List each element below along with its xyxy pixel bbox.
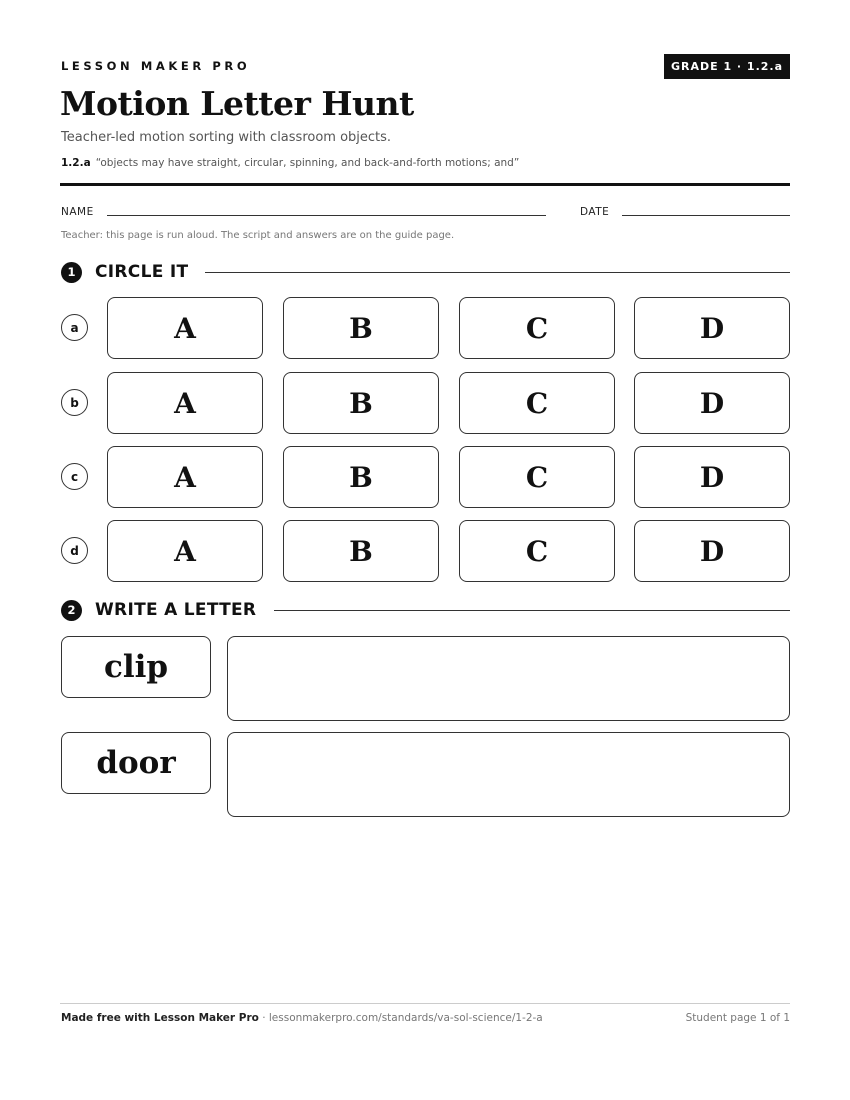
choice-box[interactable]: D	[634, 520, 790, 582]
choice-box[interactable]: A	[107, 372, 263, 434]
footer-url[interactable]: · lessonmakerpro.com/standards/va-sol-science/1-2-a	[258, 1012, 543, 1024]
choice-box[interactable]: D	[634, 446, 790, 508]
answer-box[interactable]	[227, 732, 790, 817]
choice-box[interactable]: C	[459, 446, 615, 508]
choice-box[interactable]: A	[107, 520, 263, 582]
footer-page-number: Student page 1 of 1	[685, 1012, 790, 1024]
section-2-number: 2	[61, 600, 82, 621]
section-1-number: 1	[61, 262, 82, 283]
section-1-title: CIRCLE IT	[95, 262, 189, 282]
standard-code: 1.2.a	[61, 157, 91, 169]
section-1-rule	[205, 272, 790, 273]
section-2-rule	[274, 610, 790, 611]
brand-name: LESSON MAKER PRO	[61, 59, 251, 73]
page-title: Motion Letter Hunt	[60, 84, 414, 123]
section-2-title: WRITE A LETTER	[95, 600, 257, 620]
choice-box[interactable]: B	[283, 297, 439, 359]
word-card: door	[61, 732, 211, 794]
name-field[interactable]	[107, 215, 546, 216]
name-label: NAME	[61, 206, 94, 218]
teacher-note: Teacher: this page is run aloud. The script and answers are on the guide page.	[61, 230, 455, 241]
grade-badge: GRADE 1 · 1.2.a	[664, 54, 790, 79]
row-marker: c	[61, 463, 88, 490]
choice-box[interactable]: C	[459, 297, 615, 359]
choice-box[interactable]: C	[459, 520, 615, 582]
row-marker: d	[61, 537, 88, 564]
row-marker: a	[61, 314, 88, 341]
answer-box[interactable]	[227, 636, 790, 721]
date-field[interactable]	[622, 215, 790, 216]
choice-box[interactable]: A	[107, 297, 263, 359]
date-label: DATE	[580, 206, 610, 218]
section-2-header	[61, 598, 256, 622]
standard-line	[61, 157, 519, 169]
choice-box[interactable]: C	[459, 372, 615, 434]
footer-divider	[60, 1003, 790, 1004]
footer-made-with: Made free with Lesson Maker Pro	[61, 1012, 259, 1024]
choice-box[interactable]: B	[283, 372, 439, 434]
section-1-header	[61, 260, 188, 284]
header-divider	[60, 183, 790, 186]
choice-box[interactable]: A	[107, 446, 263, 508]
choice-box[interactable]: D	[634, 372, 790, 434]
page-subtitle: Teacher-led motion sorting with classroom objects.	[61, 130, 392, 145]
row-marker: b	[61, 389, 88, 416]
standard-text: “objects may have straight, circular, spinning, and back-and-forth motions; and”	[95, 157, 520, 169]
choice-box[interactable]: B	[283, 446, 439, 508]
footer-credit	[61, 1012, 543, 1024]
choice-box[interactable]: D	[634, 297, 790, 359]
word-card: clip	[61, 636, 211, 698]
choice-box[interactable]: B	[283, 520, 439, 582]
